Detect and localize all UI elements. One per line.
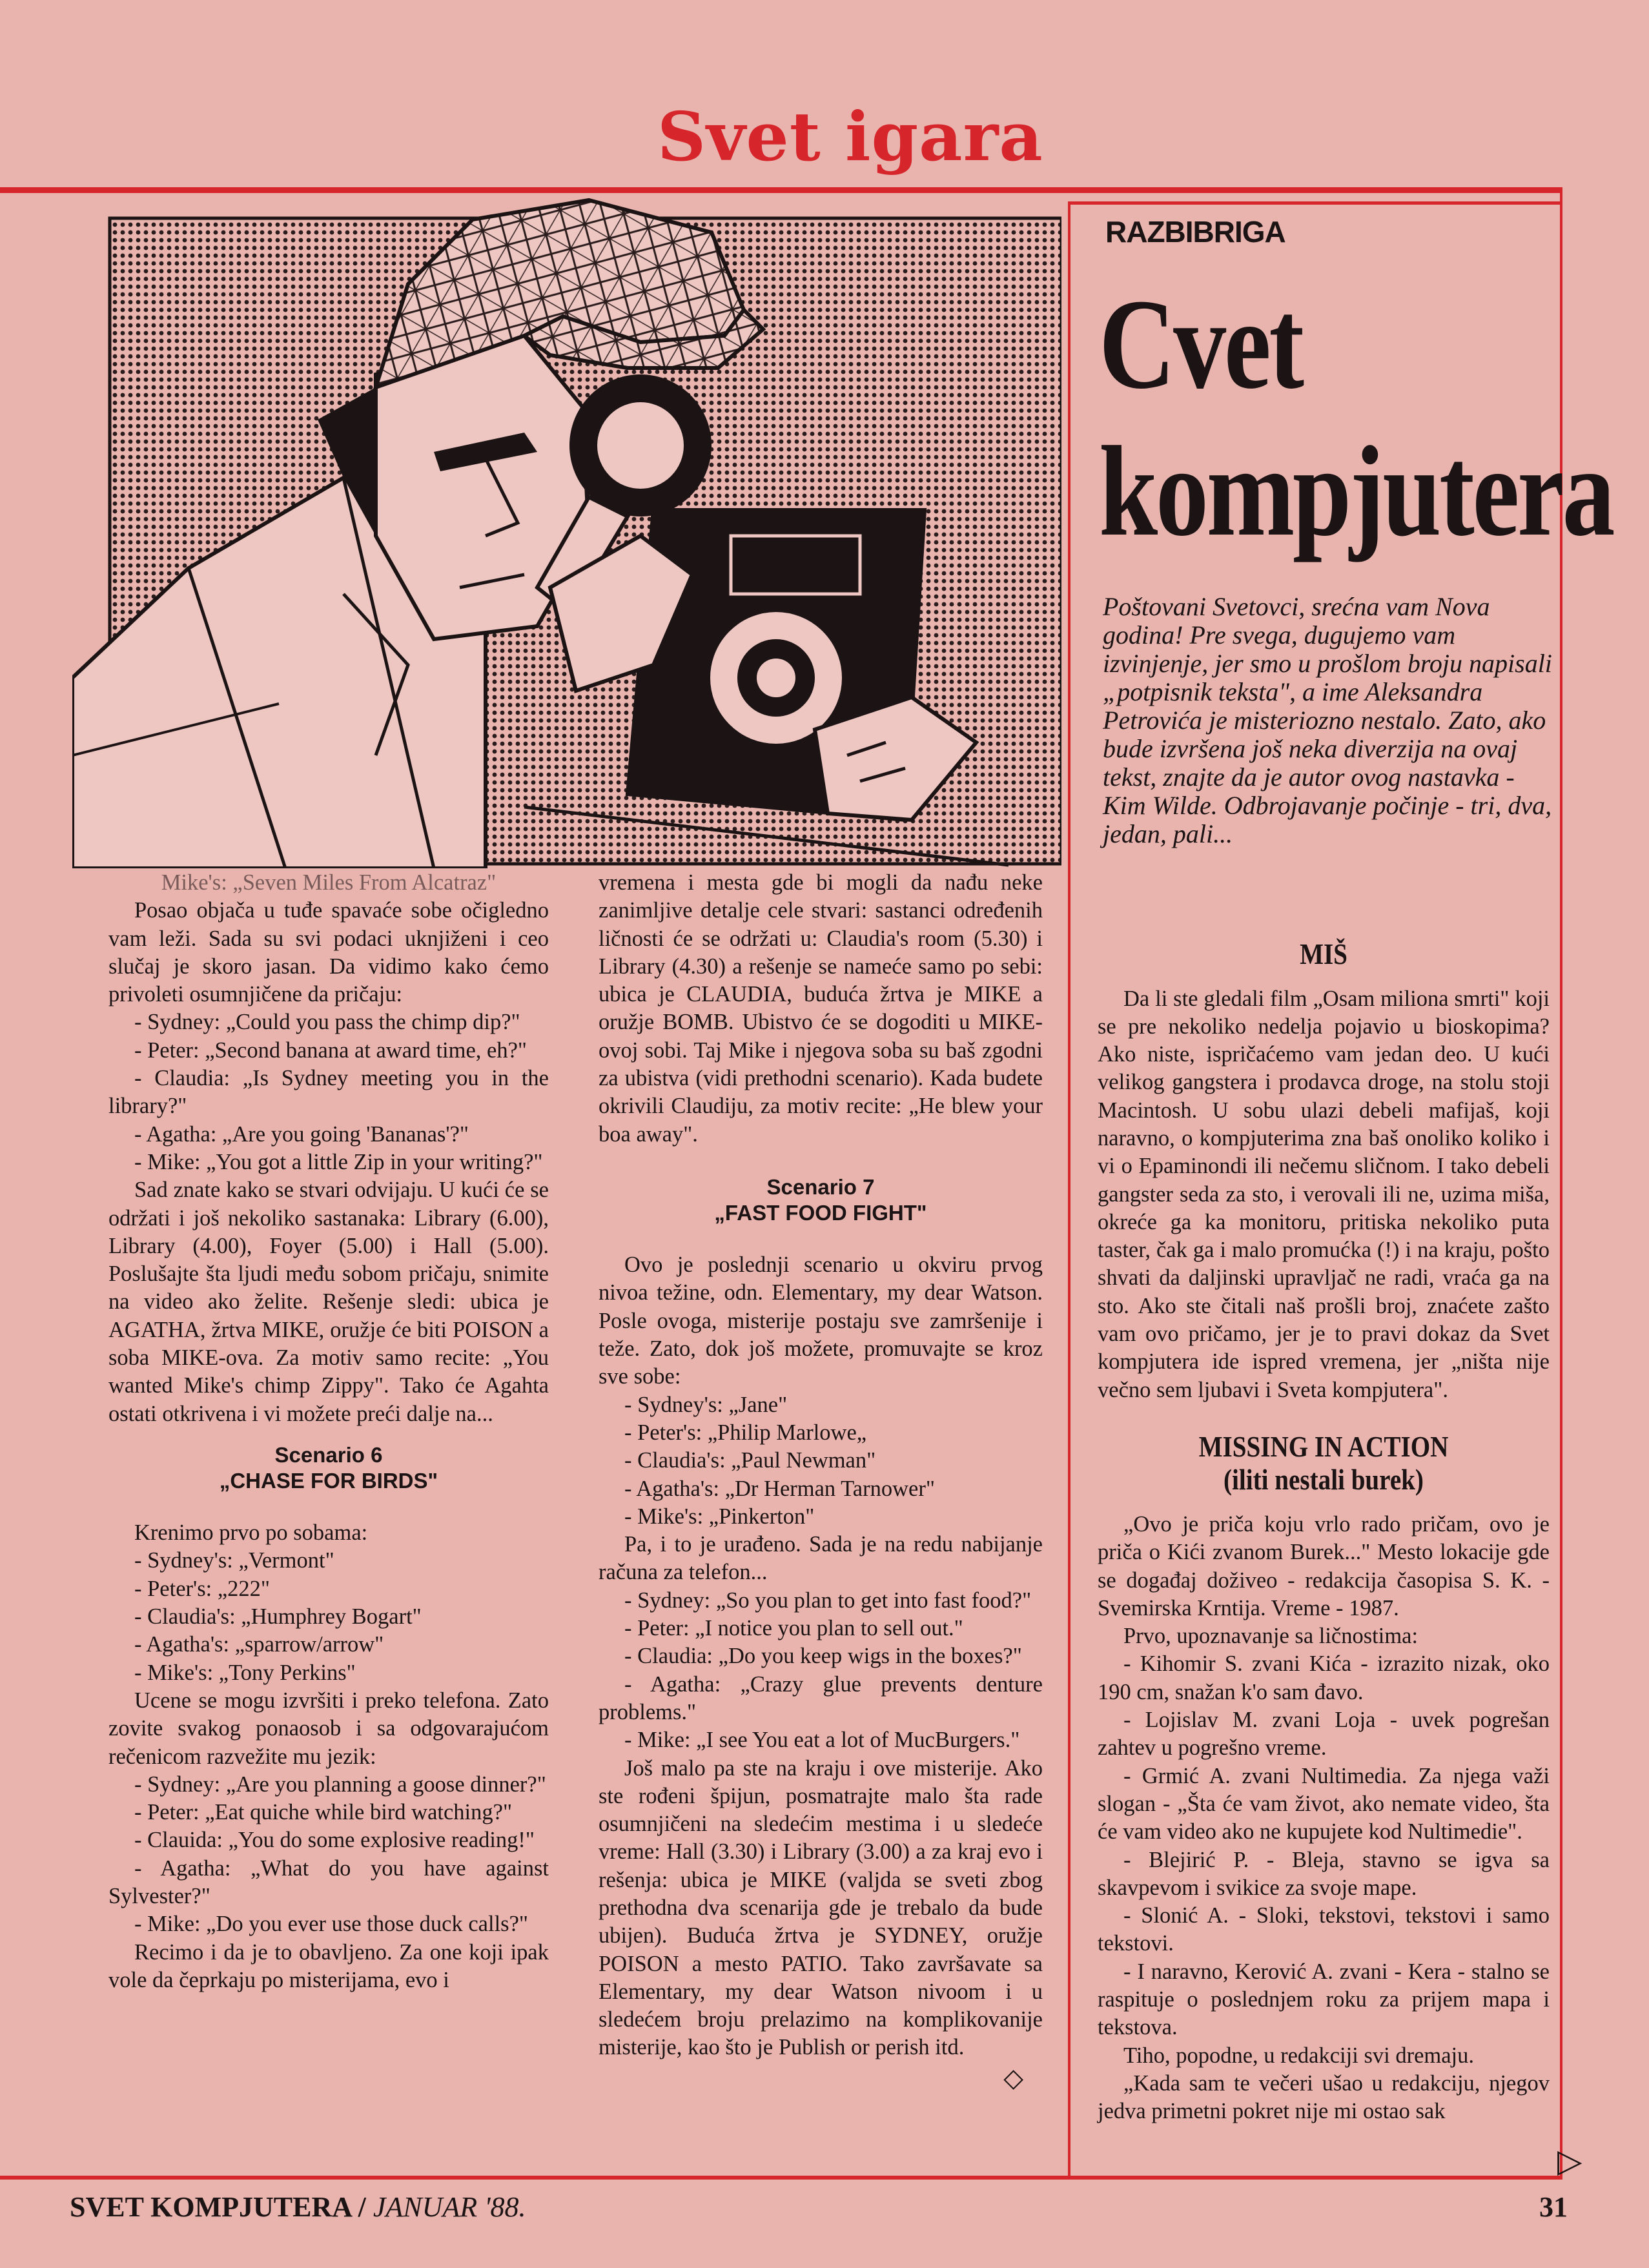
list-item: - Sydney: „Are you planning a goose dinner?" xyxy=(134,1772,546,1797)
list-item: - Lojislav M. zvani Loja - uvek pogrešan zahtev u pogrešno vreme. xyxy=(1098,1708,1550,1761)
continue-triangle-arrow-icon: ▷ xyxy=(1557,2143,1582,2179)
list-item: - Peter's: „222" xyxy=(134,1576,270,1601)
list-item: - Mike: „Do you ever use those duck calls?" xyxy=(134,1912,528,1937)
list-item: - Agatha: „Crazy glue prevents denture problems." xyxy=(599,1671,1043,1724)
paragraph: Pa, i to je urađeno. Sada je na redu nabijanje računa za telefon... xyxy=(599,1532,1043,1585)
list-item: - Peter: „I notice you plan to sell out." xyxy=(624,1616,963,1641)
section-kicker: RAZBIBRIGA xyxy=(1105,215,1285,249)
end-mark-diamond-icon: ◇ xyxy=(1003,2063,1023,2092)
list-item: - Sydney: „So you plan to get into fast food?" xyxy=(624,1588,1032,1613)
list-item: - Sydney: „Could you pass the chimp dip?" xyxy=(134,1010,520,1035)
article-title-line-2: kompjutera xyxy=(1099,420,1613,563)
footer-magazine-name: SVET KOMPJUTERA / xyxy=(70,2191,366,2223)
list-item: - Claudia's: „Humphrey Bogart" xyxy=(134,1604,422,1629)
list-item: - Mike's: „Tony Perkins" xyxy=(134,1660,356,1685)
scenario-7-title: „FAST FOOD FIGHT" xyxy=(714,1200,927,1225)
scenario-6-title: „CHASE FOR BIRDS" xyxy=(219,1468,438,1493)
paragraph: Posao objača u tuđe spavaće sobe očigledno vam leži. Sada su svi podaci uknjiženi i ceo slučaj je skoro jasan. Da vidimo kako ćemo privoleti osumnjičene da pričaju: xyxy=(108,898,549,1007)
paragraph: Ovo je poslednji scenario u okviru prvog nivoa težine, odn. Elementary, my dear Watson. Posle ovoga, misterije postaju sve zamršenije i teže. Zato, dok još možete, promuvajte se kroz sve sobe: xyxy=(599,1252,1043,1389)
list-item: - Peter: „Eat quiche while bird watching?" xyxy=(134,1800,513,1825)
list-item: - Claudia: „Is Sydney meeting you in the library?" xyxy=(108,1066,549,1119)
paragraph: vremena i mesta gde bi mogli da nađu neke zanimljive detalje cele stvari: sastanci određenih ličnosti će se održati u: Claudia's room (5.30) i Library (4.30) a rešenje se nameće samo po sebi: ubica je CLAUDIA, buduća žrtva je MIKE a oružje BOMB. Ubistvo će se dogoditi u MIKE-ovoj sobi. Taj Mike i njegova soba su baš zgodni za ubistva (vidi prethodni scenario). Kada budete okrivili Claudiju, za motiv recite: „He blew your boa away". xyxy=(599,870,1043,1147)
image-caption: Mike's: „Seven Miles From Alcatraz" xyxy=(161,870,497,895)
footer-magazine xyxy=(70,2191,526,2223)
article-title xyxy=(1099,271,1613,566)
list-item: - Mike: „I see You eat a lot of MucBurgers." xyxy=(624,1728,1020,1753)
paragraph: Krenimo prvo po sobama: xyxy=(134,1520,368,1546)
list-item: - Blejirić P. - Bleja, stavno se igva sa skavpevom i svikice za svoje mape. xyxy=(1098,1847,1550,1900)
right-box-top-rule xyxy=(1068,201,1561,205)
list-item: - Grmić A. zvani Nultimedia. Za njega važi slogan - „Šta će vam život, ako nemate video, šta će vam video ako ne kupujete kod Nultimedie". xyxy=(1098,1763,1550,1844)
paragraph: Ucene se mogu izvršiti i preko telefona. Zato zovite svakog ponaosob i sa odgovarajućom rečenicom razvežite mu jezik: xyxy=(108,1688,549,1769)
paragraph: Da li ste gledali film „Osam miliona smrti" koji se pre nekoliko nedelja pojavio u bioskopima? Ako niste, ispričaćemo vam jedan deo. U kući velikog gangstera i prodavca droge, na stolu stoji Macintosh. U sobu ulazi debeli mafijaš, koji naravno, o kompjuterima zna baš onoliko koliko i vi o Epaminondi ili nečemu sličnom. I tako debeli gangster seda za sto, i verovali ili ne, uzima miša, okreće ga ka monitoru, pritiska nekoliko puta taster, čak ga i malo promućka (!) i na kraju, pošto shvati da daljinski upravljač ne radi, vraća ga na sto. Ako ste čitali naš prošli broj, znaćete zašto vam ovo pričamo, jer je to pravi dokaz da Svet kompjutera ide ispred vremena, jer „ništa nije večno sem ljubavi i Sveta kompjutera". xyxy=(1098,986,1550,1402)
list-item: - Clauida: „You do some explosive reading!" xyxy=(134,1828,535,1853)
paragraph: Još malo pa ste na kraju i ove misterije. Ako ste rođeni špijun, posmatrajte malo šta rade osumnjičeni na sledećim mestima i u sledeće vreme: Hall (3.30) i Library (3.00) a za kraj evo i rešenja: ubica je MIKE (valjda se sveti zbog prethodna dva scenarija gde je trebalo da bude ubijen). Buduća žrtva je SYDNEY, oružje POISON a mesto PATIO. Tako završavate sa Elementary, my dear Watson nivoom i u sledećem broju prelazimo na komplikovanije misterije, kao što je Publish or perish itd. xyxy=(599,1755,1043,2060)
list-item: - Agatha: „What do you have against Sylvester?" xyxy=(108,1855,549,1908)
section-banner: Svet igara xyxy=(657,97,1043,176)
list-item: - Agatha's: „Dr Herman Tarnower" xyxy=(624,1476,935,1501)
scenario-6-heading: Scenario 6 xyxy=(274,1442,383,1467)
paragraph: Prvo, upoznavanje sa ličnostima: xyxy=(1123,1624,1419,1649)
list-item: - Peter: „Second banana at award time, eh?" xyxy=(134,1037,527,1063)
list-item: - Peter's: „Philip Marlowe„ xyxy=(624,1420,867,1445)
missing-in-action-subheading: (iliti nestali burek) xyxy=(1224,1463,1424,1497)
list-item: - Agatha's: „sparrow/arrow" xyxy=(134,1632,384,1657)
list-item: - Agatha: „Are you going 'Bananas'?" xyxy=(134,1121,469,1147)
paragraph: Recimo i da je to obavljeno. Za one koji ipak vole da čeprkaju po misterijama, evo i xyxy=(108,1939,549,1992)
list-item: - Mike: „You got a little Zip in your writing?" xyxy=(134,1149,543,1174)
list-item: - Kihomir S. zvani Kića - izrazito nizak, oko 190 cm, snažan k'o sam đavo. xyxy=(1098,1651,1550,1704)
column-2 xyxy=(599,869,1043,2094)
mis-heading: MIŠ xyxy=(1300,937,1347,970)
paragraph: „Ovo je priča koju vrlo rado pričam, ovo je priča o Kići zvanom Burek..." Mesto lokacije gde se događaj doživeo - redakcija časopisa S. K. - Svemirska Krntija. Vreme - 1987. xyxy=(1098,1512,1550,1620)
article-intro: Poštovani Svetovci, srećna vam Nova godina! Pre svega, dugujemo vam izvinjenje, jer smo u prošlom broju napisali „potpisnik teksta", a ime Aleksandra Petrovića je misteriozno nestalo. Zato, ako bude izvršena još neka diverzija na ovaj tekst, znajte da je autor ovog nastavka - Kim Wilde. Odbrojavanje počinje - tri, dva, jedan, pali... xyxy=(1103,592,1552,848)
paragraph: Sad znate kako se stvari odvijaju. U kući će se održati i još nekoliko sastanaka: Library (6.00), Library (4.00), Foyer (5.00) i Hall (5.00). Poslušajte šta ljudi među sobom pričaju, snimite na video ako želite. Rešenje sledi: ubica je AGATHA, žrtva MIKE, oružje će biti POISON a soba MIKE-ova. Za motiv samo recite: „You wanted Mike's chimp Zippy". Tako će Agahta ostati otkrivena i vi možete preći dalje na... xyxy=(108,1178,549,1426)
footer-issue: JANUAR '88. xyxy=(373,2191,526,2223)
paragraph: Tiho, popodne, u redakciji svi dremaju. xyxy=(1123,2043,1474,2068)
right-box-left-rule xyxy=(1068,201,1070,2178)
column-1 xyxy=(108,869,549,1994)
article-title-line-1: Cvet xyxy=(1099,273,1302,416)
list-item: - Claudia's: „Paul Newman" xyxy=(624,1448,876,1473)
list-item: - Mike's: „Pinkerton" xyxy=(624,1504,815,1529)
right-column-body xyxy=(1098,937,1550,2126)
page-number: 31 xyxy=(1539,2191,1568,2223)
list-item: - Slonić A. - Sloki, tekstovi, tekstovi i samo tekstovi. xyxy=(1098,1903,1550,1956)
paragraph: „Kada sam te večeri ušao u redakciju, njegov jedva primetni pokret nije mi ostao sak xyxy=(1098,2070,1550,2124)
list-item: - I naravno, Kerović A. zvani - Kera - stalno se raspituje o poslednjem roku za prijem mapa i tekstova. xyxy=(1098,1959,1550,2040)
list-item: - Claudia: „Do you keep wigs in the boxes?" xyxy=(624,1644,1022,1669)
detective-illustration xyxy=(72,174,1061,868)
list-item: - Sydney's: „Jane" xyxy=(624,1392,788,1417)
scenario-7-heading: Scenario 7 xyxy=(766,1174,875,1199)
missing-in-action-heading: MISSING IN ACTION xyxy=(1198,1429,1449,1463)
list-item: - Sydney's: „Vermont" xyxy=(134,1548,334,1573)
bottom-red-rule xyxy=(0,2176,1562,2180)
